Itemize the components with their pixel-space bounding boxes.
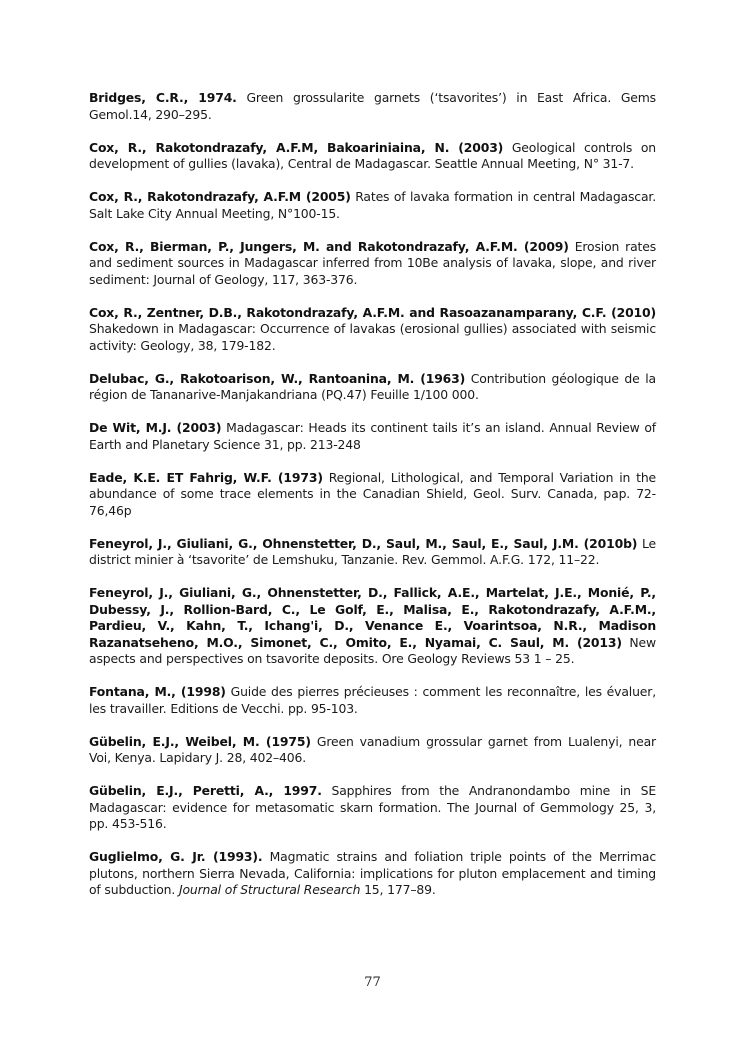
reference-authors: Cox, R., Bierman, P., Jungers, M. and Rakotondrazafy, A.F.M. (2009) xyxy=(89,238,569,254)
reference-text: Guide des pierres précieuses : comment les reconnaître, les évaluer, les travailler. Editions de Vecchi. pp. 95-103. xyxy=(89,684,656,716)
reference-text: New aspects and perspectives on tsavorite deposits. Ore Geology Reviews 53 1 – 25. xyxy=(89,634,656,666)
reference-entry xyxy=(89,420,656,453)
reference-text: Regional, Lithological, and Temporal Variation in the abundance of some trace elements in the Canadian Shield, Geol. Surv. Canada, pap. 72-76,46p xyxy=(89,469,656,518)
reference-authors: Feneyrol, J., Giuliani, G., Ohnenstetter, D., Fallick, A.E., Martelat, J.E., Monié, P., Dubessy, J., Rollion-Bard, C., Le Golf, E., Malisa, E., Rakotondrazafy, A.F.M., Pardieu, V., Kahn, T., Ichang'i, D., Venance E., Voarintsoa, N.R., Madison Razanatseheno, M.O., Simonet, C., Omito, E., Nyamai, C. Saul, M. (2013) xyxy=(89,585,656,650)
reference-authors: De Wit, M.J. (2003) xyxy=(89,420,222,435)
reference-list xyxy=(89,90,656,915)
reference-entry xyxy=(89,849,656,899)
reference-authors: Gübelin, E.J., Weibel, M. (1975) xyxy=(89,733,311,749)
reference-text: Rates of lavaka formation in central Madagascar. Salt Lake City Annual Meeting, N°100-15. xyxy=(89,189,656,221)
reference-authors: Fontana, M., (1998) xyxy=(89,684,226,699)
reference-authors: Gübelin, E.J., Peretti, A., 1997. xyxy=(89,783,322,798)
reference-entry xyxy=(89,140,656,173)
reference-text: Shakedown in Madagascar: Occurrence of lavakas (erosional gullies) associated with seismic activity: Geology, 38, 179-182. xyxy=(89,321,656,353)
page-number: 77 xyxy=(364,975,381,990)
reference-authors: Eade, K.E. ET Fahrig, W.F. (1973) xyxy=(89,469,323,485)
reference-text: Green vanadium grossular garnet from Lualenyi, near Voi, Kenya. Lapidary J. 28, 402–406. xyxy=(89,733,656,765)
reference-entry xyxy=(89,90,656,123)
reference-tail: 15, 177–89. xyxy=(360,882,436,897)
reference-entry xyxy=(89,783,656,833)
reference-journal: Journal of Structural Research xyxy=(178,882,361,897)
reference-text: Le district minier à ‘tsavorite’ de Lemshuku, Tanzanie. Rev. Gemmol. A.F.G. 172, 11–22. xyxy=(89,535,656,567)
reference-entry xyxy=(89,239,656,289)
reference-authors: Feneyrol, J., Giuliani, G., Ohnenstetter, D., Saul, M., Saul, E., Saul, J.M. (2010b) xyxy=(89,535,638,551)
reference-authors: Bridges, C.R., 1974. xyxy=(89,90,237,105)
reference-entry xyxy=(89,684,656,717)
reference-text: Erosion rates and sediment sources in Madagascar inferred from 10Be analysis of lavaka, slope, and river sediment: Journal of Geology, 117, 363-376. xyxy=(89,238,656,287)
reference-entry xyxy=(89,371,656,404)
reference-entry xyxy=(89,470,656,520)
reference-entry xyxy=(89,585,656,668)
reference-authors: Cox, R., Rakotondrazafy, A.F.M (2005) xyxy=(89,189,351,204)
reference-text: Geological controls on development of gullies (lavaka), Central de Madagascar. Seattle Annual Meeting, N° 31-7. xyxy=(89,139,656,171)
reference-authors: Delubac, G., Rakotoarison, W., Rantoanina, M. (1963) xyxy=(89,370,466,386)
reference-text: Madagascar: Heads its continent tails it’s an island. Annual Review of Earth and Planetary Science 31, pp. 213-248 xyxy=(89,420,656,452)
reference-entry xyxy=(89,305,656,355)
reference-text: Green grossularite garnets (‘tsavorites’) in East Africa. Gems Gemol.14, 290–295. xyxy=(89,90,656,122)
reference-entry xyxy=(89,189,656,222)
reference-entry xyxy=(89,734,656,767)
reference-authors: Guglielmo, G. Jr. (1993). xyxy=(89,849,263,864)
reference-authors: Cox, R., Zentner, D.B., Rakotondrazafy, A.F.M. and Rasoazanamparany, C.F. (2010) xyxy=(89,304,656,320)
reference-text: Sapphires from the Andranondambo mine in SE Madagascar: evidence for metasomatic skarn formation. The Journal of Gemmology 25, 3, pp. 453-516. xyxy=(89,783,656,831)
reference-entry xyxy=(89,536,656,569)
reference-text: Magmatic strains and foliation triple points of the Merrimac plutons, northern Sierra Nevada, California: implications for pluton emplacement and timing of subduction. xyxy=(89,849,656,897)
reference-authors: Cox, R., Rakotondrazafy, A.F.M, Bakoariniaina, N. (2003) xyxy=(89,139,504,155)
reference-text: Contribution géologique de la région de Tananarive-Manjakandriana (PQ.47) Feuille 1/100 000. xyxy=(89,370,656,402)
